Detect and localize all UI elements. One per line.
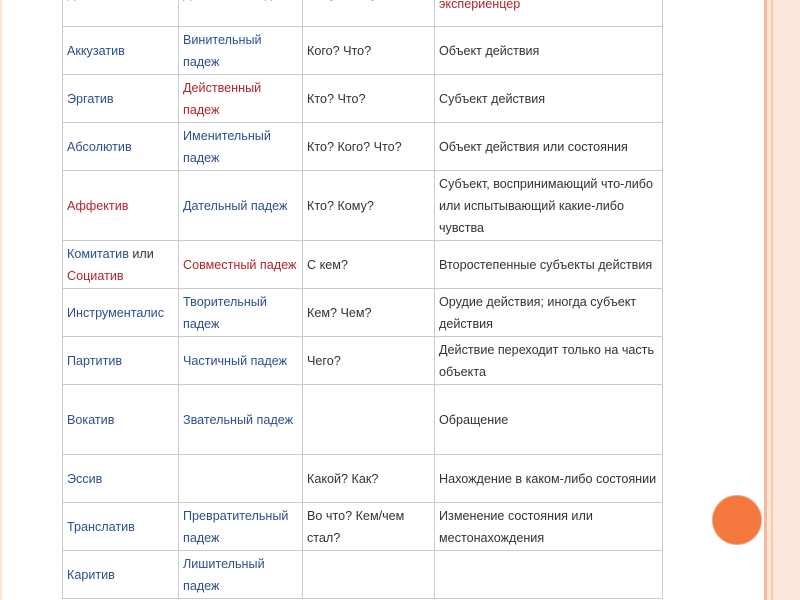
question-cell [303,123,435,171]
question-cell [303,503,435,551]
case-name-cell [63,503,179,551]
case-name-cell [63,455,179,503]
decorative-orange-circle [713,496,761,544]
case-link[interactable]: Аккузатив [67,43,125,58]
question-cell [303,289,435,337]
russian-case-link[interactable]: Частичный падеж [183,353,288,368]
case-link[interactable]: Эссив [67,471,103,486]
case-name-cell [63,123,179,171]
russian-case-link[interactable]: Превратительный падеж [183,508,289,545]
table-row [63,123,663,171]
russian-case-link[interactable] [183,0,287,1]
meaning-text: Действие переходит только на часть объекта [439,342,655,379]
russian-case-link[interactable]: Дательный падеж [183,198,288,213]
meaning-cell [435,27,663,75]
table-row [63,337,663,385]
russian-case-cell [179,455,303,503]
case-name-cell [63,385,179,455]
russian-case-link[interactable]: Звательный падеж [183,412,294,427]
case-name-cell [63,551,179,599]
meaning-cell [435,123,663,171]
table-row [63,289,663,337]
meaning-text: Второстепенные субъекты действия [439,257,653,272]
grammatical-cases-table [62,0,663,599]
question-text: С кем? [307,257,348,272]
case-name-cell [63,75,179,123]
case-link[interactable]: Абсолютив [67,139,132,154]
meaning-cell [435,241,663,289]
question-text: Кого? Что? [307,43,372,58]
russian-case-cell [179,289,303,337]
meaning-link[interactable]: экспериенцер [439,0,521,11]
table-row [63,171,663,241]
case-connector-text: или [128,246,154,261]
question-cell [303,27,435,75]
russian-case-cell [179,0,303,27]
meaning-text: Нахождение в каком-либо состоянии [439,471,657,486]
question-text: Чего? [307,353,341,368]
russian-case-cell [179,27,303,75]
russian-case-link[interactable]: Действенный падеж [183,80,262,117]
table-row [63,551,663,599]
table-row [63,385,663,455]
table-row [63,503,663,551]
case-link[interactable]: Инструменталис [67,305,165,320]
frame-left-line [0,0,2,600]
russian-case-cell [179,503,303,551]
case-name-cell [63,27,179,75]
question-text: Кто? Кого? Что? [307,139,402,154]
question-cell [303,75,435,123]
question-cell [303,337,435,385]
russian-case-link[interactable]: Творительный падеж [183,294,267,331]
question-cell [303,171,435,241]
meaning-text: Орудие действия; иногда субъект действия [439,294,637,331]
russian-case-cell [179,337,303,385]
meaning-cell [435,0,663,27]
meaning-text: Обращение [439,412,509,427]
frame-right-band [764,0,800,600]
question-text: Какой? Как? [307,471,379,486]
table-row [63,27,663,75]
question-cell [303,551,435,599]
case-link[interactable]: Транслатив [67,519,135,534]
meaning-text: Изменение состояния или местонахождения [439,508,593,545]
case-name-cell [63,289,179,337]
meaning-cell [435,171,663,241]
question-text [307,0,384,1]
table-row [63,0,663,27]
table-row [63,75,663,123]
meaning-text: Субъект действия [439,91,546,106]
russian-case-cell [179,171,303,241]
question-text: Кто? Кому? [307,198,374,213]
table-row [63,241,663,289]
case-name-cell [63,241,179,289]
meaning-cell [435,289,663,337]
russian-case-link[interactable]: Именительный падеж [183,128,271,165]
meaning-cell [435,551,663,599]
russian-case-link[interactable]: Лишительный падеж [183,556,265,593]
case-name-cell [63,171,179,241]
question-cell [303,0,435,27]
case-link[interactable]: Вокатив [67,412,115,427]
question-cell [303,385,435,455]
question-cell [303,455,435,503]
russian-case-cell [179,123,303,171]
meaning-text: Субъект, воспринимающий что-либо или испытывающий какие-либо чувства [439,176,653,235]
frame-right-line [764,0,767,600]
case-link[interactable] [67,0,102,1]
question-text: Кем? Чем? [307,305,372,320]
case-name-cell [63,0,179,27]
case-name-cell [63,337,179,385]
meaning-cell [435,503,663,551]
russian-case-link[interactable]: Винительный падеж [183,32,262,69]
case-link[interactable]: Аффектив [67,198,129,213]
case-link-alt[interactable]: Социатив [67,268,124,283]
russian-case-link[interactable]: Совместный падеж [183,257,297,272]
meaning-text: Объект действия [439,43,540,58]
case-link[interactable]: Комитатив [67,246,129,261]
case-link[interactable]: Эргатив [67,91,114,106]
table-row [63,455,663,503]
meaning-text: Объект действия или состояния [439,139,628,154]
grammatical-cases-table-container [62,0,662,599]
case-link[interactable]: Каритив [67,567,115,582]
question-text: Во что? Кем/чем стал? [307,508,405,545]
russian-case-cell [179,385,303,455]
russian-case-cell [179,241,303,289]
meaning-cell [435,385,663,455]
russian-case-cell [179,75,303,123]
meaning-cell [435,75,663,123]
question-text: Кто? Что? [307,91,366,106]
meaning-cell [435,337,663,385]
case-link[interactable]: Партитив [67,353,123,368]
question-cell [303,241,435,289]
meaning-cell [435,455,663,503]
russian-case-cell [179,551,303,599]
frame-right-line [771,0,773,600]
